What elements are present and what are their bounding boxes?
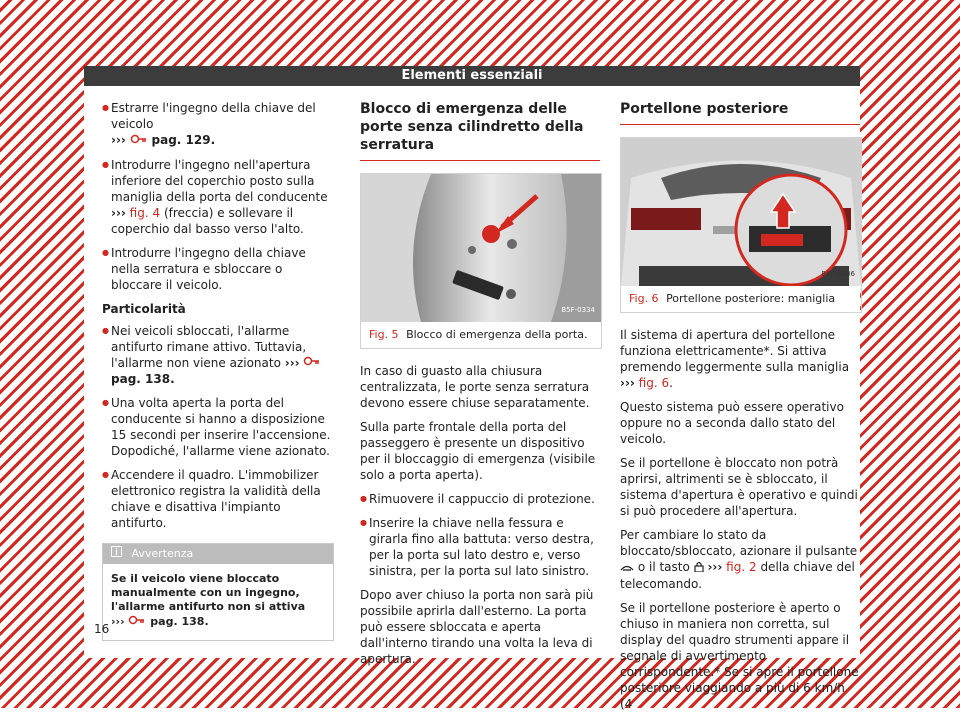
page-ref-link[interactable]: pag. 138. [150,615,209,628]
paragraph: Questo sistema può essere operativo oppure no a seconda dallo stato del veicolo. [620,400,844,446]
ref-arrows: ››› [111,133,126,147]
figure-label: Fig. 6 [629,292,659,305]
bullet-item [102,157,334,237]
tailgate-button-icon [620,560,634,576]
bullet-item [102,467,334,531]
figure-ref-link[interactable]: fig. 4 [129,205,161,220]
bullet-text: Introdurre l'ingegno della chiave nella serratura e sbloccare o bloccare il veicolo. [111,245,306,292]
page-ref-link[interactable]: pag. 138. [111,372,175,386]
section-heading: Portellone posteriore [620,100,860,125]
paragraph-text: o il tasto [637,560,690,574]
figure-code: B6F-0006 [821,270,855,278]
bullet-item [360,491,600,507]
door-lock-illustration [361,174,601,322]
ref-arrows: ››› [284,355,300,370]
bullet-text: (freccia) e sollevare il coperchio dal basso verso l'alto. [111,205,304,236]
paragraph: Se il portellone è bloccato non potrà aprirsi, altrimenti se è sbloccato, il sistema d'apertura è operativo e quindi si può procedere all'apertura. [620,456,858,518]
tailgate-illustration [621,138,861,286]
figure-caption [621,286,861,312]
note-title: Avvertenza [131,547,194,560]
figure-ref-link[interactable]: fig. 2 [726,560,757,574]
bullet-text: Accendere il quadro. L'immobilizer elettronico registra la validità della chiave e disattiva l'impianto antifurto. [111,468,321,530]
figure-caption-text: Blocco di emergenza della porta. [406,328,588,341]
car-keys-icon [303,355,321,371]
paragraph-text: della chiave del telecomando. [620,560,855,591]
ref-arrows: ››› [707,560,723,574]
note-header [103,544,333,564]
header-title: Elementi essenziali [401,68,543,83]
ref-arrows: ››› [111,615,125,628]
paragraph [620,527,860,592]
info-icon [111,544,122,564]
figure-label: Fig. 5 [369,328,399,341]
column-middle [360,100,600,675]
subheading: Particolarità [102,301,186,316]
bullet-text: Inserire la chiave nella fessura e girarla fino alla battuta: verso destra, per la porta sul lato destro e, verso sinistra, per la porta sul lato sinistro. [369,516,594,578]
figure-ref-link[interactable]: fig. 6 [638,376,670,390]
bullet-item [360,515,600,579]
bullet-text: Una volta aperta la porta del conducente si hanno a disposizione 15 secondi per inserire l'accensione. Dopodiché, l'allarme viene azionato. [111,396,331,458]
bullet-text: Rimuovere il cappuccio di protezione. [369,492,595,506]
page-header [84,66,860,86]
bullet-text: Introdurre l'ingegno nell'apertura inferiore del coperchio posto sulla maniglia della porta del conducente [111,157,328,204]
bullet-text: Estrarre l'ingegno della chiave del veicolo [111,101,316,131]
bullet-item [102,395,334,459]
car-keys-icon [130,133,148,149]
column-right [620,100,860,720]
paragraph: In caso di guasto alla chiusura centralizzata, le porte senza serratura devono essere chiuse separatamente. [360,364,590,410]
paragraph-text: Per cambiare lo stato da bloccato/sbloccato, azionare il pulsante [620,528,858,558]
paragraph: Sulla parte frontale della porta del passeggero è presente un dispositivo per il bloccaggio di emergenza (visibile solo a porta aperta). [360,420,596,482]
ref-arrows: ››› [111,205,126,220]
bullet-item [102,100,334,149]
figure-caption [361,322,601,348]
bullet-text: Nei veicoli sbloccati, l'allarme antifurto rimane attivo. Tuttavia, l'allarme non viene azionato [111,323,307,370]
bullet-item [102,245,334,293]
ref-arrows: ››› [620,376,635,390]
figure-code: B5F-0334 [561,306,595,314]
paragraph: Se il portellone posteriore è aperto o chiuso in maniera non corretta, sul display del quadro strumenti appare il segnale di avvertimento corrispondente.* Se si apre il portellone posteriore viaggiando a più di 6 km/h (4 [620,600,859,711]
paragraph-text: Il sistema di apertura del portellone funziona elettricamente*. Si attiva premendo leggermente sulla maniglia [620,328,850,374]
figure-caption-text: Portellone posteriore: maniglia [666,292,836,305]
car-keys-icon [128,614,146,630]
page-ref-link[interactable]: pag. 129. [151,133,216,147]
paragraph: Dopo aver chiuso la porta non sarà più possibile aprirla dall'esterno. La porta può essere sbloccata e aperta dall'interno tirando una volta la leva di apertura. [360,588,594,666]
column-left [102,100,334,641]
bullet-item [102,323,334,388]
paragraph-text: . [669,376,673,390]
note-text: Se il veicolo viene bloccato manualmente con un ingegno, l'allarme antifurto non si attiva [111,572,306,613]
section-heading: Blocco di emergenza delle porte senza cilindretto della serratura [360,100,600,161]
lock-icon [694,560,704,576]
note-body [103,564,333,640]
figure-5 [360,173,602,349]
page-number: 16 [94,622,110,636]
figure-6 [620,137,862,313]
paragraph [620,327,860,391]
note-box [102,543,334,641]
